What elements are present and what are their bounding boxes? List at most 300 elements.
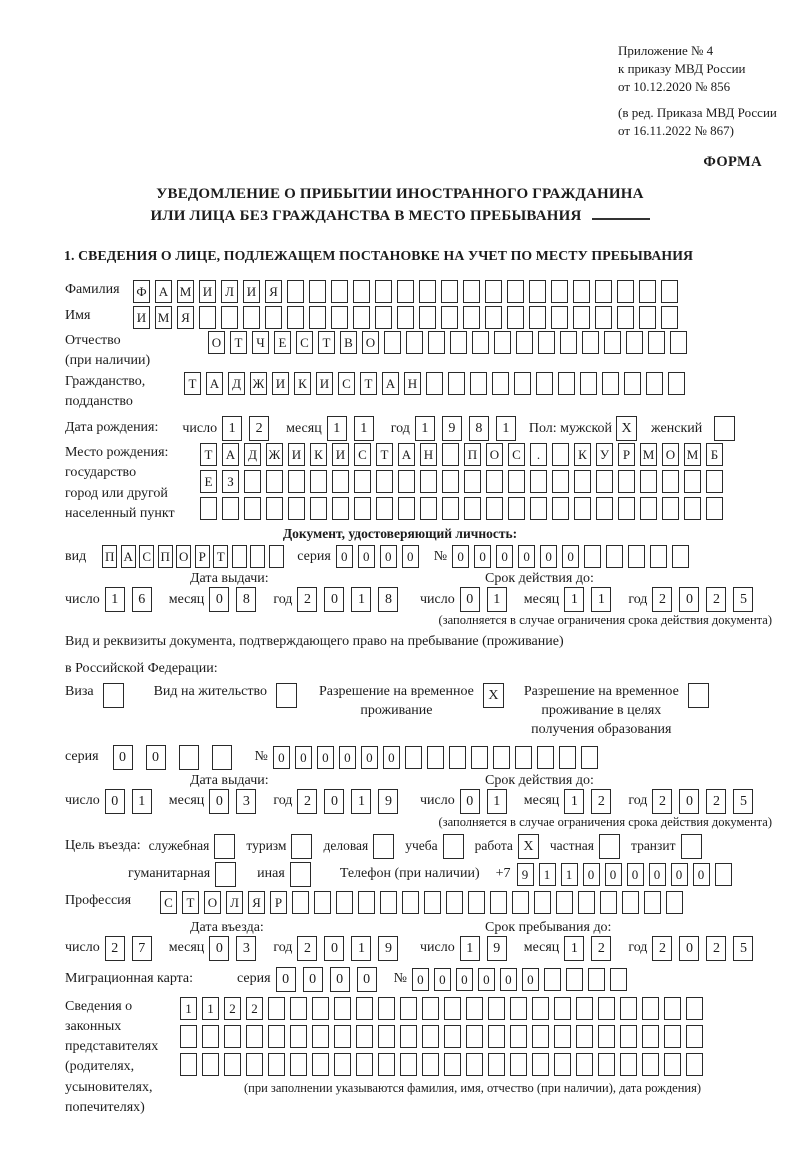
phone-digit-box[interactable]: 0 <box>693 863 710 886</box>
residence-series-box[interactable] <box>212 745 232 770</box>
birth-place-char-box[interactable]: У <box>596 443 613 466</box>
representatives-char-box[interactable] <box>224 1053 241 1076</box>
phone-digit-box[interactable] <box>715 863 732 886</box>
birth-place-char-box[interactable]: З <box>222 470 239 493</box>
issue-month-box[interactable]: 3 <box>236 789 256 814</box>
representatives-char-box[interactable] <box>532 1053 549 1076</box>
surname-char-box[interactable] <box>551 280 568 303</box>
birth-place-char-box[interactable]: О <box>486 443 503 466</box>
purpose-work-checkbox[interactable]: X <box>518 834 539 859</box>
citizenship-char-box[interactable] <box>514 372 531 395</box>
purpose-humanitarian-checkbox[interactable] <box>215 862 236 887</box>
patronymic-char-box[interactable]: С <box>296 331 313 354</box>
birth-year-box[interactable]: 8 <box>469 416 489 441</box>
given-name-char-box[interactable] <box>551 306 568 329</box>
expiry-day-box[interactable]: 1 <box>487 587 507 612</box>
residence-number-box[interactable] <box>493 746 510 769</box>
migration-number-box[interactable]: 0 <box>412 968 429 991</box>
representatives-char-box[interactable] <box>598 1025 615 1048</box>
entry-day-box[interactable]: 7 <box>132 936 152 961</box>
profession-char-box[interactable] <box>578 891 595 914</box>
birth-day-box[interactable]: 2 <box>249 416 269 441</box>
residence-number-box[interactable] <box>427 746 444 769</box>
representatives-char-box[interactable] <box>620 1025 637 1048</box>
birth-place-char-box[interactable]: К <box>310 443 327 466</box>
representatives-char-box[interactable] <box>664 1053 681 1076</box>
citizenship-char-box[interactable]: С <box>338 372 355 395</box>
citizenship-char-box[interactable]: Т <box>184 372 201 395</box>
issue-month-box[interactable]: 0 <box>209 587 229 612</box>
doc-type-char-box[interactable]: О <box>176 545 191 568</box>
surname-char-box[interactable] <box>529 280 546 303</box>
migration-number-box[interactable]: 0 <box>434 968 451 991</box>
stay-month-box[interactable]: 2 <box>591 936 611 961</box>
profession-char-box[interactable]: С <box>160 891 177 914</box>
representatives-char-box[interactable] <box>664 997 681 1020</box>
expiry-month-box[interactable]: 1 <box>564 789 584 814</box>
residence-number-box[interactable]: 0 <box>273 746 290 769</box>
birth-place-char-box[interactable] <box>442 497 459 520</box>
representatives-char-box[interactable] <box>290 1053 307 1076</box>
birth-place-char-box[interactable]: М <box>640 443 657 466</box>
phone-digit-box[interactable]: 1 <box>561 863 578 886</box>
patronymic-char-box[interactable] <box>516 331 533 354</box>
migration-number-box[interactable]: 0 <box>478 968 495 991</box>
profession-char-box[interactable] <box>666 891 683 914</box>
expiry-year-box[interactable]: 5 <box>733 587 753 612</box>
citizenship-char-box[interactable]: А <box>206 372 223 395</box>
migration-series-box[interactable]: 0 <box>276 967 296 992</box>
representatives-char-box[interactable] <box>400 1025 417 1048</box>
patronymic-char-box[interactable] <box>604 331 621 354</box>
representatives-char-box[interactable] <box>444 1053 461 1076</box>
birth-place-char-box[interactable]: Д <box>244 443 261 466</box>
citizenship-char-box[interactable] <box>668 372 685 395</box>
doc-type-char-box[interactable]: Т <box>213 545 228 568</box>
issue-year-box[interactable]: 2 <box>297 789 317 814</box>
birth-place-char-box[interactable] <box>706 497 723 520</box>
residence-number-box[interactable] <box>581 746 598 769</box>
given-name-char-box[interactable] <box>309 306 326 329</box>
birth-year-box[interactable]: 1 <box>415 416 435 441</box>
birth-place-char-box[interactable] <box>640 470 657 493</box>
representatives-char-box[interactable] <box>444 997 461 1020</box>
representatives-char-box[interactable] <box>488 1025 505 1048</box>
patronymic-char-box[interactable] <box>406 331 423 354</box>
birth-place-char-box[interactable]: Ж <box>266 443 283 466</box>
surname-char-box[interactable] <box>375 280 392 303</box>
doc-series-box[interactable]: 0 <box>336 545 353 568</box>
citizenship-char-box[interactable] <box>602 372 619 395</box>
surname-char-box[interactable] <box>617 280 634 303</box>
birth-place-char-box[interactable] <box>706 470 723 493</box>
citizenship-char-box[interactable] <box>580 372 597 395</box>
representatives-char-box[interactable] <box>620 997 637 1020</box>
citizenship-char-box[interactable] <box>448 372 465 395</box>
birth-place-char-box[interactable] <box>222 497 239 520</box>
migration-number-box[interactable]: 0 <box>522 968 539 991</box>
patronymic-char-box[interactable] <box>494 331 511 354</box>
birth-place-char-box[interactable] <box>288 497 305 520</box>
birth-place-char-box[interactable] <box>662 470 679 493</box>
issue-year-box[interactable]: 1 <box>351 789 371 814</box>
stay-day-box[interactable]: 9 <box>487 936 507 961</box>
issue-year-box[interactable]: 1 <box>351 587 371 612</box>
representatives-char-box[interactable] <box>686 1053 703 1076</box>
birth-place-char-box[interactable] <box>442 470 459 493</box>
birth-place-char-box[interactable]: А <box>398 443 415 466</box>
residence-number-box[interactable] <box>449 746 466 769</box>
representatives-char-box[interactable] <box>532 1025 549 1048</box>
representatives-char-box[interactable] <box>356 997 373 1020</box>
given-name-char-box[interactable]: И <box>133 306 150 329</box>
phone-digit-box[interactable]: 0 <box>627 863 644 886</box>
representatives-char-box[interactable] <box>378 997 395 1020</box>
expiry-month-box[interactable]: 1 <box>564 587 584 612</box>
doc-type-char-box[interactable] <box>232 545 247 568</box>
citizenship-char-box[interactable]: К <box>294 372 311 395</box>
surname-char-box[interactable]: И <box>199 280 216 303</box>
birth-place-char-box[interactable]: С <box>508 443 525 466</box>
given-name-char-box[interactable] <box>507 306 524 329</box>
birth-place-char-box[interactable]: П <box>464 443 481 466</box>
migration-number-box[interactable] <box>610 968 627 991</box>
birth-place-char-box[interactable] <box>354 497 371 520</box>
sex-male-checkbox[interactable]: X <box>616 416 637 441</box>
expiry-year-box[interactable]: 2 <box>706 789 726 814</box>
birth-place-char-box[interactable] <box>376 497 393 520</box>
issue-day-box[interactable]: 0 <box>105 789 125 814</box>
birth-place-char-box[interactable]: К <box>574 443 591 466</box>
representatives-char-box[interactable] <box>334 1053 351 1076</box>
doc-type-char-box[interactable]: П <box>158 545 173 568</box>
surname-char-box[interactable] <box>573 280 590 303</box>
patronymic-char-box[interactable]: В <box>340 331 357 354</box>
representatives-char-box[interactable] <box>598 1053 615 1076</box>
representatives-char-box[interactable] <box>488 1053 505 1076</box>
given-name-char-box[interactable] <box>573 306 590 329</box>
given-name-char-box[interactable] <box>199 306 216 329</box>
birth-place-char-box[interactable] <box>266 470 283 493</box>
citizenship-char-box[interactable] <box>558 372 575 395</box>
migration-number-box[interactable] <box>566 968 583 991</box>
profession-char-box[interactable] <box>600 891 617 914</box>
representatives-char-box[interactable] <box>290 997 307 1020</box>
phone-digit-box[interactable]: 9 <box>517 863 534 886</box>
representatives-char-box[interactable] <box>180 1025 197 1048</box>
profession-char-box[interactable] <box>490 891 507 914</box>
birth-place-char-box[interactable] <box>508 470 525 493</box>
birth-place-char-box[interactable] <box>420 497 437 520</box>
doc-type-char-box[interactable]: С <box>139 545 154 568</box>
patronymic-char-box[interactable] <box>670 331 687 354</box>
given-name-char-box[interactable] <box>331 306 348 329</box>
expiry-year-box[interactable]: 2 <box>706 587 726 612</box>
patronymic-char-box[interactable] <box>626 331 643 354</box>
purpose-transit-checkbox[interactable] <box>681 834 702 859</box>
birth-place-char-box[interactable] <box>464 470 481 493</box>
given-name-char-box[interactable] <box>661 306 678 329</box>
birth-place-char-box[interactable]: М <box>684 443 701 466</box>
doc-series-box[interactable]: 0 <box>358 545 375 568</box>
given-name-char-box[interactable] <box>265 306 282 329</box>
profession-char-box[interactable] <box>424 891 441 914</box>
profession-char-box[interactable] <box>314 891 331 914</box>
doc-type-char-box[interactable]: П <box>102 545 117 568</box>
patronymic-char-box[interactable]: О <box>362 331 379 354</box>
surname-char-box[interactable] <box>331 280 348 303</box>
issue-year-box[interactable]: 2 <box>297 587 317 612</box>
birth-place-char-box[interactable] <box>684 470 701 493</box>
representatives-char-box[interactable] <box>510 1025 527 1048</box>
migration-series-box[interactable]: 0 <box>303 967 323 992</box>
sex-female-checkbox[interactable] <box>714 416 735 441</box>
citizenship-char-box[interactable]: Ж <box>250 372 267 395</box>
representatives-char-box[interactable] <box>576 1025 593 1048</box>
representatives-char-box[interactable] <box>312 1025 329 1048</box>
birth-place-char-box[interactable] <box>596 470 613 493</box>
representatives-char-box[interactable] <box>576 997 593 1020</box>
profession-char-box[interactable] <box>644 891 661 914</box>
representatives-char-box[interactable] <box>378 1025 395 1048</box>
given-name-char-box[interactable] <box>287 306 304 329</box>
representatives-char-box[interactable] <box>400 997 417 1020</box>
birth-place-char-box[interactable] <box>310 470 327 493</box>
surname-char-box[interactable]: А <box>155 280 172 303</box>
representatives-char-box[interactable] <box>356 1025 373 1048</box>
birth-place-char-box[interactable]: Р <box>618 443 635 466</box>
issue-year-box[interactable]: 0 <box>324 789 344 814</box>
expiry-day-box[interactable]: 0 <box>460 789 480 814</box>
expiry-day-box[interactable]: 1 <box>487 789 507 814</box>
doc-number-box[interactable]: 0 <box>474 545 491 568</box>
profession-char-box[interactable] <box>622 891 639 914</box>
issue-year-box[interactable]: 0 <box>324 587 344 612</box>
surname-char-box[interactable] <box>507 280 524 303</box>
given-name-char-box[interactable] <box>397 306 414 329</box>
doc-type-char-box[interactable] <box>269 545 284 568</box>
birth-place-char-box[interactable] <box>288 470 305 493</box>
migration-series-box[interactable]: 0 <box>330 967 350 992</box>
migration-number-box[interactable]: 0 <box>500 968 517 991</box>
birth-place-char-box[interactable] <box>200 497 217 520</box>
patronymic-char-box[interactable]: Т <box>230 331 247 354</box>
citizenship-char-box[interactable] <box>646 372 663 395</box>
entry-year-box[interactable]: 1 <box>351 936 371 961</box>
purpose-study-checkbox[interactable] <box>443 834 464 859</box>
birth-place-char-box[interactable] <box>310 497 327 520</box>
birth-place-char-box[interactable] <box>464 497 481 520</box>
profession-char-box[interactable]: Я <box>248 891 265 914</box>
birth-place-char-box[interactable] <box>574 497 591 520</box>
profession-char-box[interactable] <box>534 891 551 914</box>
birth-place-char-box[interactable]: Е <box>200 470 217 493</box>
entry-month-box[interactable]: 3 <box>236 936 256 961</box>
profession-char-box[interactable] <box>468 891 485 914</box>
birth-place-char-box[interactable]: Н <box>420 443 437 466</box>
given-name-char-box[interactable] <box>463 306 480 329</box>
representatives-char-box[interactable]: 2 <box>246 997 263 1020</box>
citizenship-char-box[interactable]: Н <box>404 372 421 395</box>
representatives-char-box[interactable] <box>664 1025 681 1048</box>
residence-number-box[interactable] <box>471 746 488 769</box>
doc-number-box[interactable] <box>628 545 645 568</box>
birth-place-char-box[interactable] <box>530 470 547 493</box>
birth-place-char-box[interactable] <box>332 470 349 493</box>
birth-year-box[interactable]: 9 <box>442 416 462 441</box>
migration-number-box[interactable] <box>544 968 561 991</box>
profession-char-box[interactable]: Т <box>182 891 199 914</box>
representatives-char-box[interactable] <box>422 997 439 1020</box>
birth-place-char-box[interactable] <box>640 497 657 520</box>
stay-year-box[interactable]: 5 <box>733 936 753 961</box>
representatives-char-box[interactable] <box>488 997 505 1020</box>
residence-number-box[interactable] <box>537 746 554 769</box>
purpose-business-checkbox[interactable] <box>373 834 394 859</box>
birth-place-char-box[interactable] <box>398 470 415 493</box>
birth-place-char-box[interactable]: И <box>332 443 349 466</box>
birth-place-char-box[interactable] <box>244 497 261 520</box>
surname-char-box[interactable] <box>463 280 480 303</box>
phone-digit-box[interactable]: 0 <box>649 863 666 886</box>
expiry-day-box[interactable]: 0 <box>460 587 480 612</box>
doc-series-box[interactable]: 0 <box>402 545 419 568</box>
representatives-char-box[interactable] <box>202 1053 219 1076</box>
doc-number-box[interactable] <box>606 545 623 568</box>
patronymic-char-box[interactable]: Ч <box>252 331 269 354</box>
residence-series-box[interactable] <box>179 745 199 770</box>
surname-char-box[interactable] <box>287 280 304 303</box>
migration-number-box[interactable] <box>588 968 605 991</box>
doc-number-box[interactable]: 0 <box>518 545 535 568</box>
surname-char-box[interactable] <box>639 280 656 303</box>
representatives-char-box[interactable] <box>400 1053 417 1076</box>
birth-place-char-box[interactable] <box>420 470 437 493</box>
citizenship-char-box[interactable] <box>470 372 487 395</box>
profession-char-box[interactable]: Л <box>226 891 243 914</box>
representatives-char-box[interactable] <box>510 997 527 1020</box>
given-name-char-box[interactable] <box>221 306 238 329</box>
representatives-char-box[interactable] <box>422 1053 439 1076</box>
phone-digit-box[interactable]: 0 <box>671 863 688 886</box>
surname-char-box[interactable]: Ф <box>133 280 150 303</box>
birth-place-char-box[interactable] <box>574 470 591 493</box>
surname-char-box[interactable] <box>419 280 436 303</box>
doc-number-box[interactable] <box>672 545 689 568</box>
profession-char-box[interactable] <box>358 891 375 914</box>
patronymic-char-box[interactable] <box>428 331 445 354</box>
representatives-char-box[interactable] <box>642 1053 659 1076</box>
representatives-char-box[interactable] <box>312 997 329 1020</box>
surname-char-box[interactable]: Я <box>265 280 282 303</box>
residence-number-box[interactable]: 0 <box>361 746 378 769</box>
citizenship-char-box[interactable]: И <box>272 372 289 395</box>
edu-residence-checkbox[interactable] <box>688 683 709 708</box>
representatives-char-box[interactable] <box>224 1025 241 1048</box>
stay-month-box[interactable]: 1 <box>564 936 584 961</box>
profession-char-box[interactable] <box>556 891 573 914</box>
profession-char-box[interactable] <box>402 891 419 914</box>
representatives-char-box[interactable] <box>334 1025 351 1048</box>
birth-place-char-box[interactable] <box>266 497 283 520</box>
expiry-year-box[interactable]: 2 <box>652 789 672 814</box>
surname-char-box[interactable] <box>485 280 502 303</box>
birth-place-char-box[interactable] <box>662 497 679 520</box>
doc-number-box[interactable]: 0 <box>452 545 469 568</box>
given-name-char-box[interactable] <box>617 306 634 329</box>
representatives-char-box[interactable]: 1 <box>180 997 197 1020</box>
representatives-char-box[interactable] <box>422 1025 439 1048</box>
birth-month-box[interactable]: 1 <box>327 416 347 441</box>
stay-year-box[interactable]: 0 <box>679 936 699 961</box>
birth-place-char-box[interactable]: Т <box>200 443 217 466</box>
patronymic-char-box[interactable] <box>648 331 665 354</box>
issue-day-box[interactable]: 1 <box>132 789 152 814</box>
surname-char-box[interactable] <box>309 280 326 303</box>
patronymic-char-box[interactable]: О <box>208 331 225 354</box>
phone-digit-box[interactable]: 0 <box>583 863 600 886</box>
citizenship-char-box[interactable]: Д <box>228 372 245 395</box>
representatives-char-box[interactable] <box>312 1053 329 1076</box>
birth-place-char-box[interactable] <box>618 470 635 493</box>
doc-number-box[interactable]: 0 <box>496 545 513 568</box>
issue-year-box[interactable]: 8 <box>378 587 398 612</box>
stay-year-box[interactable]: 2 <box>652 936 672 961</box>
given-name-char-box[interactable] <box>595 306 612 329</box>
representatives-char-box[interactable] <box>290 1025 307 1048</box>
representatives-char-box[interactable] <box>532 997 549 1020</box>
representatives-char-box[interactable] <box>510 1053 527 1076</box>
surname-char-box[interactable] <box>353 280 370 303</box>
representatives-char-box[interactable] <box>620 1053 637 1076</box>
purpose-official-checkbox[interactable] <box>214 834 235 859</box>
representatives-char-box[interactable] <box>246 1053 263 1076</box>
representatives-char-box[interactable] <box>444 1025 461 1048</box>
doc-number-box[interactable]: 0 <box>540 545 557 568</box>
doc-number-box[interactable] <box>650 545 667 568</box>
given-name-char-box[interactable] <box>353 306 370 329</box>
given-name-char-box[interactable] <box>485 306 502 329</box>
birth-place-char-box[interactable] <box>398 497 415 520</box>
birth-place-char-box[interactable] <box>244 470 261 493</box>
birth-place-char-box[interactable] <box>486 470 503 493</box>
surname-char-box[interactable]: Л <box>221 280 238 303</box>
residence-series-box[interactable]: 0 <box>113 745 133 770</box>
representatives-char-box[interactable] <box>268 997 285 1020</box>
birth-place-char-box[interactable] <box>530 497 547 520</box>
temp-residence-checkbox[interactable]: X <box>483 683 504 708</box>
entry-year-box[interactable]: 2 <box>297 936 317 961</box>
residence-series-box[interactable]: 0 <box>146 745 166 770</box>
profession-char-box[interactable]: О <box>204 891 221 914</box>
issue-day-box[interactable]: 1 <box>105 587 125 612</box>
residence-number-box[interactable]: 0 <box>295 746 312 769</box>
representatives-char-box[interactable] <box>180 1053 197 1076</box>
phone-digit-box[interactable]: 1 <box>539 863 556 886</box>
entry-month-box[interactable]: 0 <box>209 936 229 961</box>
entry-day-box[interactable]: 2 <box>105 936 125 961</box>
patronymic-char-box[interactable] <box>472 331 489 354</box>
representatives-char-box[interactable] <box>246 1025 263 1048</box>
surname-char-box[interactable]: И <box>243 280 260 303</box>
birth-place-char-box[interactable] <box>354 470 371 493</box>
birth-place-char-box[interactable]: О <box>662 443 679 466</box>
citizenship-char-box[interactable]: А <box>382 372 399 395</box>
birth-place-char-box[interactable] <box>552 443 569 466</box>
representatives-char-box[interactable] <box>268 1025 285 1048</box>
representatives-char-box[interactable] <box>334 997 351 1020</box>
representatives-char-box[interactable] <box>356 1053 373 1076</box>
